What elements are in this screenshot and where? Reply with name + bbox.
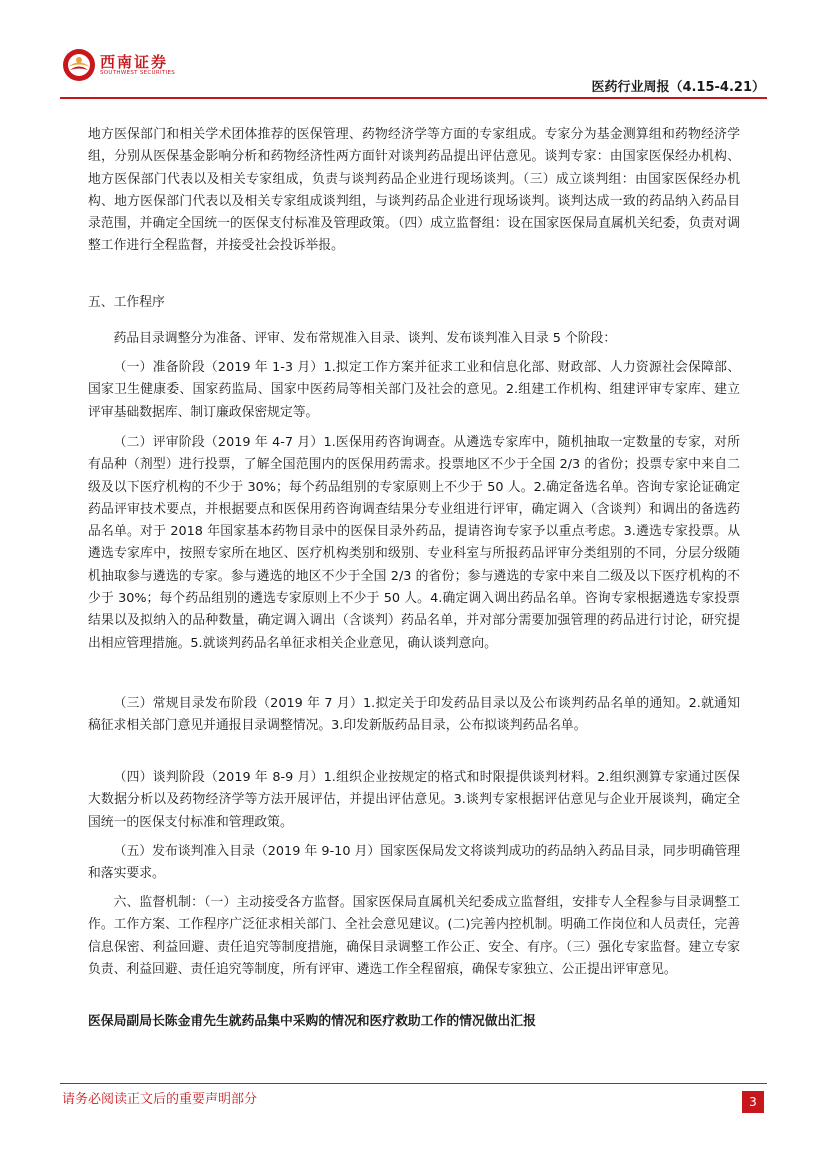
body-paragraph-1: 地方医保部门和相关学术团体推荐的医保管理、药物经济学等方面的专家组成。专家分为基金测算组和药物经济学组，分别从医保基金影响分析和药物经济性两方面针对谈判药品提出评估意见。谈判专家：由国家医保经办机构、地方医保部门代表以及相关专家组成，负责与谈判药品企业进行现场谈判。（三）成立谈判组：由国家医保经办机构、地方医保部门代表以及相关专家组成谈判组，与谈判药品企业进行现场谈判。谈判达成一致的药品纳入药品目录范围，并确定全国统一的医保支付标准及管理政策。（四）成立监督组：设在国家医保局直属机关纪委，负责对调整工作进行全程监督，并接受社会投诉举报。 [88, 127, 740, 254]
stage-3-block [88, 693, 740, 738]
stage-1-block [88, 357, 740, 424]
page-header [0, 0, 827, 100]
page-number: 3 [742, 1091, 764, 1113]
company-logo [62, 48, 182, 88]
stage-4-block [88, 767, 740, 834]
procedure-block [88, 328, 740, 350]
logo-text-cn: 西南证券 [100, 53, 169, 71]
report-heading: 医保局副局长陈金甫先生就药品集中采购的情况和医疗救助工作的情况做出汇报 [88, 1014, 536, 1029]
stage-5-paragraph: （五）发布谈判准入目录（2019 年 9-10 月）国家医保局发文将谈判成功的药品纳入药品目录，同步明确管理和落实要求。 [88, 844, 740, 882]
supervision-paragraph: 六、监督机制：（一）主动接受各方监督。国家医保局直属机关纪委成立监督组，安排专人全程参与目录调整工作。工作方案、工作程序广泛征求相关部门、全社会意见建议。(二)完善内控机制。明确工作岗位和人员责任，完善信息保密、利益回避、责任追究等制度措施，确保目录调整工作公正、安全、有序。（三）强化专家监督。建立专家负责、利益回避、责任追究等制度，所有评审、遴选工作全程留痕，确保专家独立、公正提出评审意见。 [88, 895, 740, 977]
stage-2-block [88, 432, 740, 655]
section-5-heading: 五、工作程序 [88, 295, 165, 310]
stage-1-paragraph: （一）准备阶段（2019 年 1-3 月）1.拟定工作方案并征求工业和信息化部、财政部、人力资源社会保障部、国家卫生健康委、国家药监局、国家中医药局等相关部门及社会的意见。2.组建工作机构、组建评审专家库、建立评审基础数据库、制订廉政保密规定等。 [88, 360, 740, 420]
footer-disclaimer: 请务必阅读正文后的重要声明部分 [62, 1092, 258, 1107]
body-paragraph-1-block [88, 124, 740, 258]
report-title: 医药行业周报（4.15-4.21） [591, 80, 765, 95]
body-paragraph-2: 药品目录调整分为准备、评审、发布常规准入目录、谈判、发布谈判准入目录 5 个阶段： [113, 331, 617, 346]
stage-2-paragraph: （二）评审阶段（2019 年 4-7 月）1.医保用药咨询调查。从遴选专家库中，随机抽取一定数量的专家，对所有品种（剂型）进行投票，了解全国范围内的医保用药需求。投票地区不少于全国 2/3 的省份；投票专家中来自二级及以下医疗机构的不少于 30%；每个药品组别的专家原则上不少于 50 人。2.确定备选名单。咨询专家论证确定药品评审技术要点，并根据要点和医保用药咨询调查结果分专业组进行评审，确定调入（含谈判）和调出的备选药品名单。对于 2018 年国家基本药物目录中的医保目录外药品，提请咨询专家予以重点考虑。3.遴选专家投票。从遴选专家库中，按照专家所在地区、医疗机构类别和级别、专业科室与所报药品评审分类组别的不同，分层分级随机抽取参与遴选的专家。参与遴选的地区不少于全国 2/3 的省份；参与遴选的专家中来自二级及以下医疗机构的不少于 30%；每个药品组别的遴选专家原则上不少于 50 人。4.确定调入调出药品名单。咨询专家根据遴选专家投票结果以及拟纳入的品种数量，确定调入调出（含谈判）药品名单，并对部分需要加强管理的药品进行讨论，研究提出相应管理措施。5.就谈判药品名单征求相关企业意见，确认谈判意向。 [88, 435, 740, 651]
stage-4-paragraph: （四）谈判阶段（2019 年 8-9 月）1.组织企业按规定的格式和时限提供谈判材料。2.组织测算专家通过医保大数据分析以及药物经济学等方法开展评估，并提出评估意见。3.谈判专家根据评估意见与企业开展谈判，确定全国统一的医保支付标准和管理政策。 [88, 770, 740, 830]
logo-text-en: SOUTHWEST SECURITIES [100, 70, 176, 76]
header-divider [60, 97, 767, 99]
stage-3-paragraph: （三）常规目录发布阶段（2019 年 7 月）1.拟定关于印发药品目录以及公布谈判药品名单的通知。2.就通知稿征求相关部门意见并通报目录调整情况。3.印发新版药品目录，公布拟谈判药品名单。 [88, 696, 740, 734]
supervision-block [88, 892, 740, 981]
stage-5-block [88, 841, 740, 886]
logo-emblem-icon [62, 48, 96, 82]
footer-divider [60, 1083, 767, 1084]
